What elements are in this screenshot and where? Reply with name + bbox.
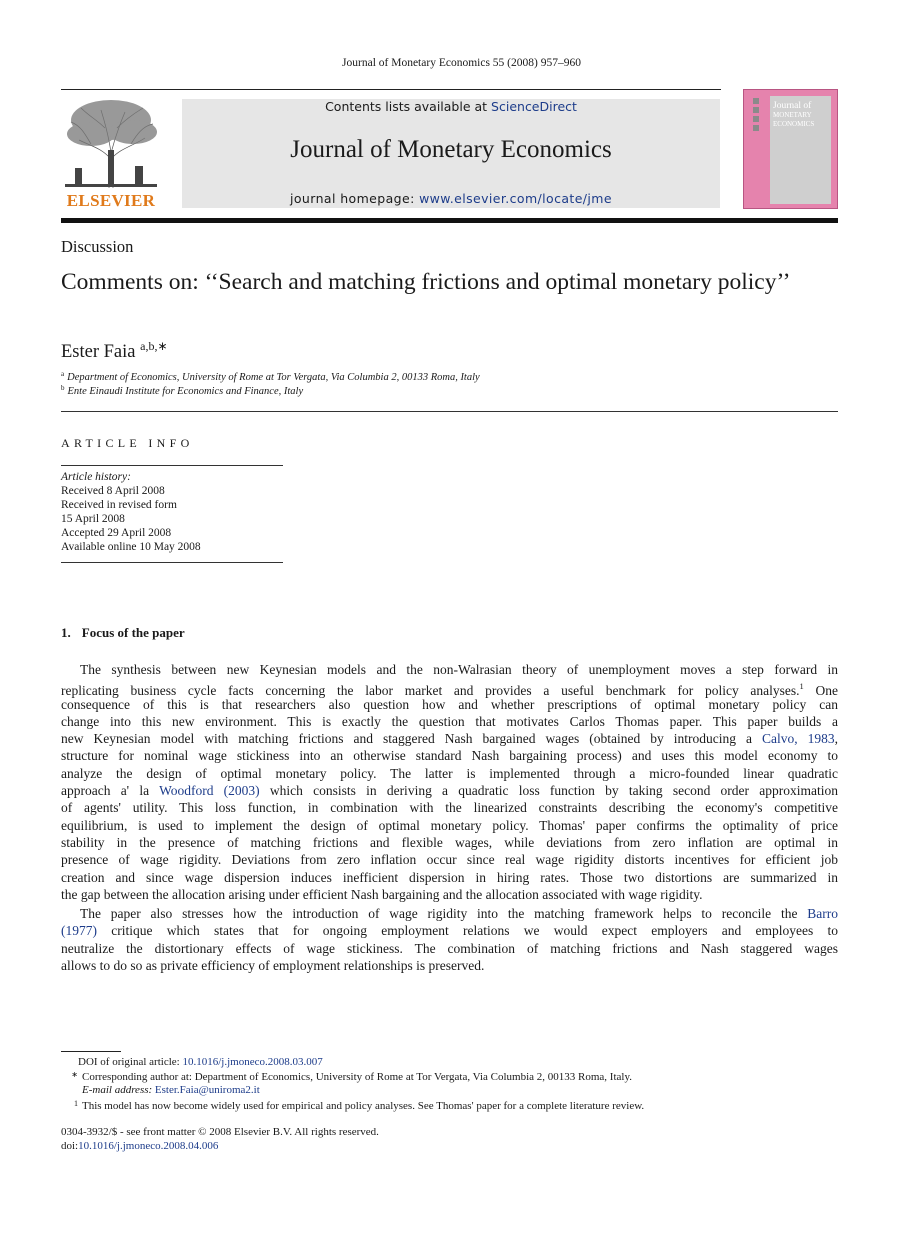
cover-title <box>773 102 833 129</box>
journal-cover-thumbnail <box>743 89 838 209</box>
history-item: Received 8 April 2008 <box>61 485 165 497</box>
history-item: Accepted 29 April 2008 <box>61 527 172 539</box>
text-line: new Keynesian model with matching frictions and staggered Nash bargained wages (obtained by introducing a Calvo, 1983, <box>61 731 838 747</box>
paragraph-1 <box>61 661 838 903</box>
author-name <box>61 339 168 363</box>
original-doi-link[interactable]: 10.1016/j.jmoneco.2008.03.007 <box>182 1056 323 1068</box>
affiliation-b <box>61 384 303 397</box>
article-section-type: Discussion <box>61 237 134 256</box>
header-rule <box>61 89 721 90</box>
divider <box>61 465 283 466</box>
text-line: of agents' utility. This loss function, in combination with the linearized constraints describing the economy's competitive <box>61 800 838 816</box>
footnote-mark: 1 <box>74 1099 78 1108</box>
cover-line-1: Journal of <box>773 101 812 111</box>
text-line: stability in the presence of matching frictions and flexible wages, while deviations from zero inflation are optimal in <box>61 834 838 850</box>
section-heading <box>61 625 185 641</box>
citation-barro-year-link[interactable]: (1977) <box>61 923 97 939</box>
text-line: creation and since wage dispersion induces inefficient dispersion in hiring rates. Those two distortions are summarized in <box>61 869 838 885</box>
history-item: Received in revised form <box>61 499 177 511</box>
affiliation-text: Department of Economics, University of Rome at Tor Vergata, Via Columbia 2, 00133 Roma, Italy <box>67 372 480 383</box>
masthead-rule <box>61 218 838 223</box>
divider <box>61 411 838 412</box>
journal-homepage-link[interactable]: www.elsevier.com/locate/jme <box>419 191 612 206</box>
email-link[interactable]: Ester.Faia@uniroma2.it <box>154 1084 260 1096</box>
text-line: neutralize the distortionary effects of wage stickiness. The combination of matching frictions and Nash staggered wages <box>61 940 838 956</box>
journal-title: Journal of Monetary Economics <box>290 136 612 163</box>
divider <box>61 562 283 563</box>
copyright-line: 0304-3932/$ - see front matter © 2008 Elsevier B.V. All rights reserved. <box>61 1126 379 1138</box>
author-text: Ester Faia <box>61 342 136 362</box>
text-line: change into this new environment. This is exactly the question that motivates Carlos Thomas paper. This paper builds a <box>61 713 838 729</box>
homepage-line <box>182 191 720 206</box>
text-line: allows to do so as private efficiency of employment relationships is preserved. <box>61 957 485 973</box>
article-info-heading: ARTICLE INFO <box>61 436 194 450</box>
doi-label: DOI of original article: <box>78 1056 183 1068</box>
citation-barro-link[interactable]: Barro <box>807 906 838 921</box>
footnote-corresponding-author <box>61 1070 632 1083</box>
email-label: E-mail address: <box>82 1084 155 1096</box>
article-history <box>61 470 201 554</box>
elsevier-wordmark: ELSEVIER <box>66 191 156 210</box>
doi-prefix: doi: <box>61 1140 79 1152</box>
text-line: analyze the design of optimal monetary policy. The latter is implemented through a micro-founded linear quadratic <box>61 765 838 781</box>
history-item: Available online 10 May 2008 <box>61 541 201 553</box>
footnote-rule <box>61 1051 121 1052</box>
text-line: structure for nominal wage stickiness into an otherwise standard Nash bargaining process) and uses this model economy to <box>61 748 838 764</box>
text-line: The paper also stresses how the introduction of wage rigidity into the matching framework helps to reconcile the Barro <box>80 906 838 921</box>
cover-line-3: ECONOMICS <box>773 120 815 128</box>
contents-line <box>182 99 720 114</box>
section-number: 1. <box>61 625 71 640</box>
sciencedirect-link[interactable]: ScienceDirect <box>491 99 577 114</box>
running-head: Journal of Monetary Economics 55 (2008) 957–960 <box>342 57 581 69</box>
affiliation-text: Ente Einaudi Institute for Economics and Finance, Italy <box>67 386 304 397</box>
affiliation-a <box>61 370 480 383</box>
paragraph-2 <box>61 905 838 974</box>
footnote-ref[interactable]: 1 <box>799 681 804 692</box>
footnote-mark: ∗ <box>71 1070 78 1079</box>
footnote-1 <box>61 1099 644 1112</box>
citation-calvo-link[interactable]: Calvo, 1983 <box>761 731 835 747</box>
history-item: 15 April 2008 <box>61 513 125 525</box>
article-title: Comments on: ‘‘Search and matching frictions and optimal monetary policy’’ <box>61 269 791 295</box>
section-title: Focus of the paper <box>81 625 185 640</box>
cover-strip-icon <box>752 96 760 146</box>
text-line: presence of wage rigidity. Deviations from zero inflation occur since real wage rigidity distorts incentives for efficient job <box>61 852 838 868</box>
text-line: The synthesis between new Keynesian models and the non-Walrasian theory of unemployment moves a step forward in <box>80 662 838 677</box>
footnote-original-doi <box>78 1056 323 1068</box>
text-line: consequence of this is that researchers also question how and whether prescriptions of optimal monetary policy can <box>61 696 838 712</box>
text-line: equilibrium, is used to implement the design of optimal monetary policy. Thomas' paper confirms the optimality of price <box>61 817 838 833</box>
cover-line-2: MONETARY <box>773 111 812 119</box>
history-label: Article history: <box>61 471 131 483</box>
author-affiliation-marks: a,b,∗ <box>140 339 168 353</box>
affiliation-mark: b <box>61 384 65 392</box>
citation-woodford-link[interactable]: Woodford (2003) <box>159 783 260 799</box>
contents-prefix: Contents lists available at <box>325 99 492 114</box>
footnote-text: This model has now become widely used for empirical and policy analyses. See Thomas' paper for a complete literature review. <box>82 1100 645 1112</box>
article-doi-link[interactable]: 10.1016/j.jmoneco.2008.04.006 <box>78 1140 219 1152</box>
text-line: approach a' la Woodford (2003) which consists in deriving a quadratic loss function by taking second order approximation <box>61 783 838 799</box>
text-line: (1977) critique which states that for ongoing employment relations we would expect employers and employees to <box>61 923 838 939</box>
text-line: replicating business cycle facts concerning the labor market and provides a useful benchmark for policy analyses.$^1$ One <box>61 681 838 699</box>
text-line: the gap between the allocation arising under efficient Nash bargaining and the allocation associated with wage rigidity. <box>61 886 703 902</box>
footnote-email <box>82 1084 260 1096</box>
affiliation-mark: a <box>61 370 65 378</box>
article-doi <box>61 1140 218 1152</box>
footnote-text: Corresponding author at: Department of Economics, University of Rome at Tor Vergata, Via Columbia 2, 00133 Roma, Italy. <box>82 1071 632 1083</box>
homepage-prefix: journal homepage: <box>290 191 420 206</box>
